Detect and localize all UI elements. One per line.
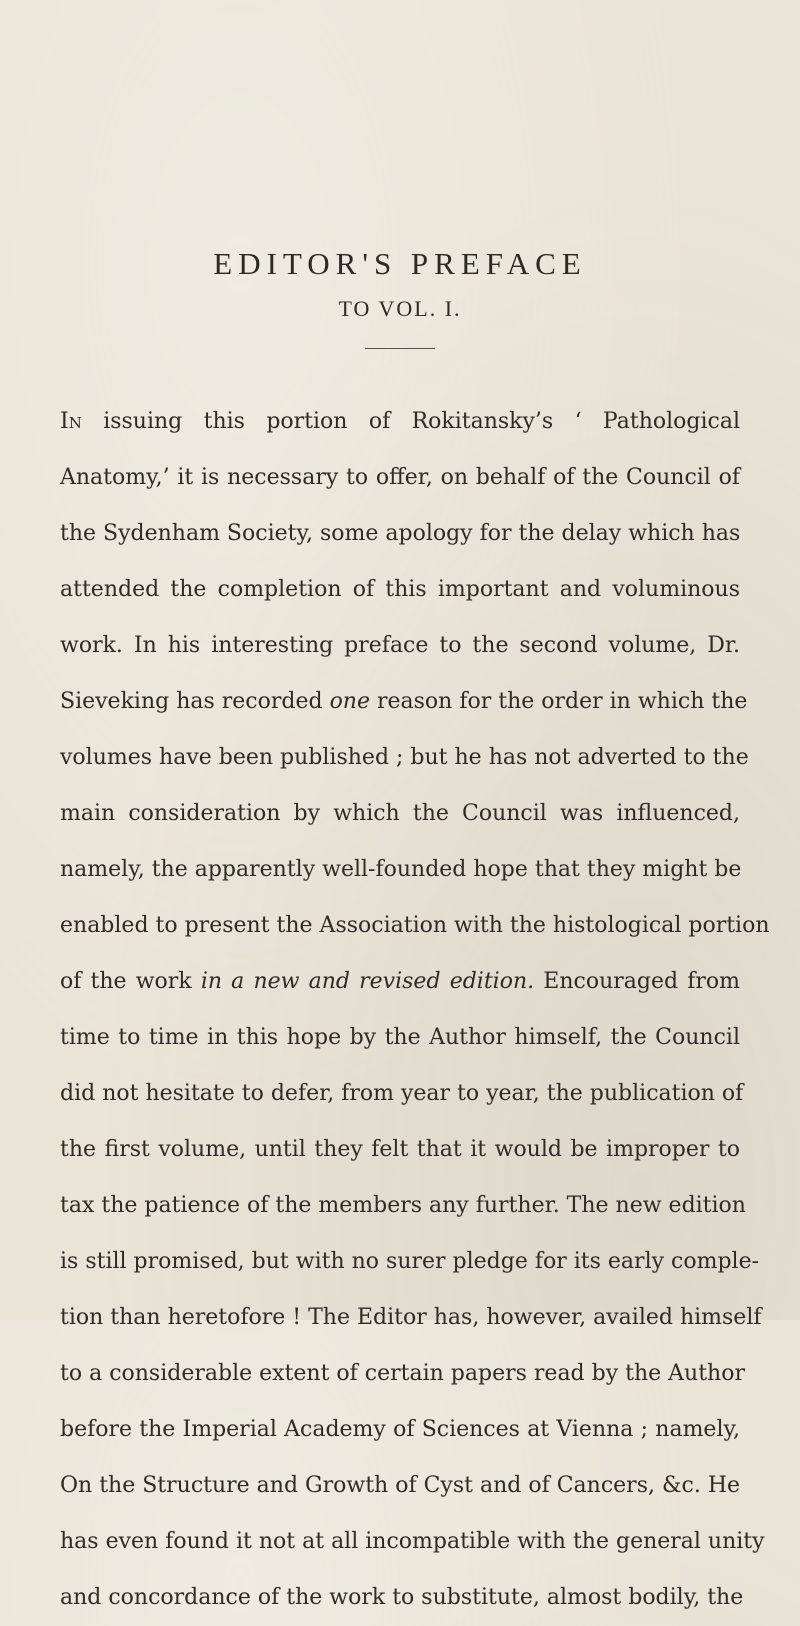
- text-segment: Sieveking has recorded: [60, 689, 330, 714]
- text-line: [60, 954, 740, 1010]
- text-line: and concordance of the work to substitute, almost bodily, the: [60, 1585, 744, 1610]
- text-segment: issuing this portion of Rokitansky’s ‘ Pathological: [81, 409, 740, 434]
- text-segment: reason for the order in which the: [370, 689, 748, 714]
- text-segment: Encouraged from: [534, 969, 740, 994]
- text-line: the first volume, until they felt that it would be improper to: [60, 1137, 740, 1162]
- text-segment: of the work: [60, 969, 201, 994]
- text-line: to a considerable extent of certain papers read by the Author: [60, 1361, 745, 1386]
- page-subtitle: TO VOL. I.: [338, 296, 462, 321]
- italic-segment: one: [329, 689, 370, 714]
- text-line: On the Structure and Growth of Cyst and of Cancers, &c. He: [60, 1473, 741, 1498]
- text-line: time to time in this hope by the Author himself, the Council: [60, 1025, 740, 1050]
- text-line: has even found it not at all incompatible with the general unity: [60, 1529, 765, 1554]
- preface-body: [60, 394, 770, 1626]
- text-line: attended the completion of this important and voluminous: [60, 577, 740, 602]
- page-title: EDITOR'S PREFACE: [213, 246, 587, 281]
- title-divider: [365, 348, 435, 349]
- drop-word: In: [60, 409, 82, 434]
- text-line: namely, the apparently well-founded hope that they might be: [60, 857, 742, 882]
- text-line: Anatomy,’ it is necessary to offer, on behalf of the Council of: [60, 465, 740, 490]
- text-line: volumes have been published ; but he has not adverted to the: [60, 745, 749, 770]
- italic-segment: in a new and revised edition.: [200, 969, 535, 994]
- text-line: tax the patience of the members any further. The new edition: [60, 1193, 746, 1218]
- text-line: work. In his interesting preface to the second volume, Dr.: [60, 633, 740, 658]
- text-line: is still promised, but with no surer pledge for its early comple-: [60, 1249, 760, 1274]
- text-line: tion than heretofore ! The Editor has, however, availed himself: [60, 1305, 762, 1330]
- text-line: enabled to present the Association with the histological portion: [60, 913, 770, 938]
- text-line: [60, 394, 740, 450]
- text-line: main consideration by which the Council was influenced,: [60, 801, 740, 826]
- text-line: [60, 674, 748, 730]
- text-line: the Sydenham Society, some apology for the delay which has: [60, 521, 741, 546]
- text-line: did not hesitate to defer, from year to year, the publication of: [60, 1081, 744, 1106]
- text-line: before the Imperial Academy of Sciences at Vienna ; namely,: [60, 1417, 740, 1442]
